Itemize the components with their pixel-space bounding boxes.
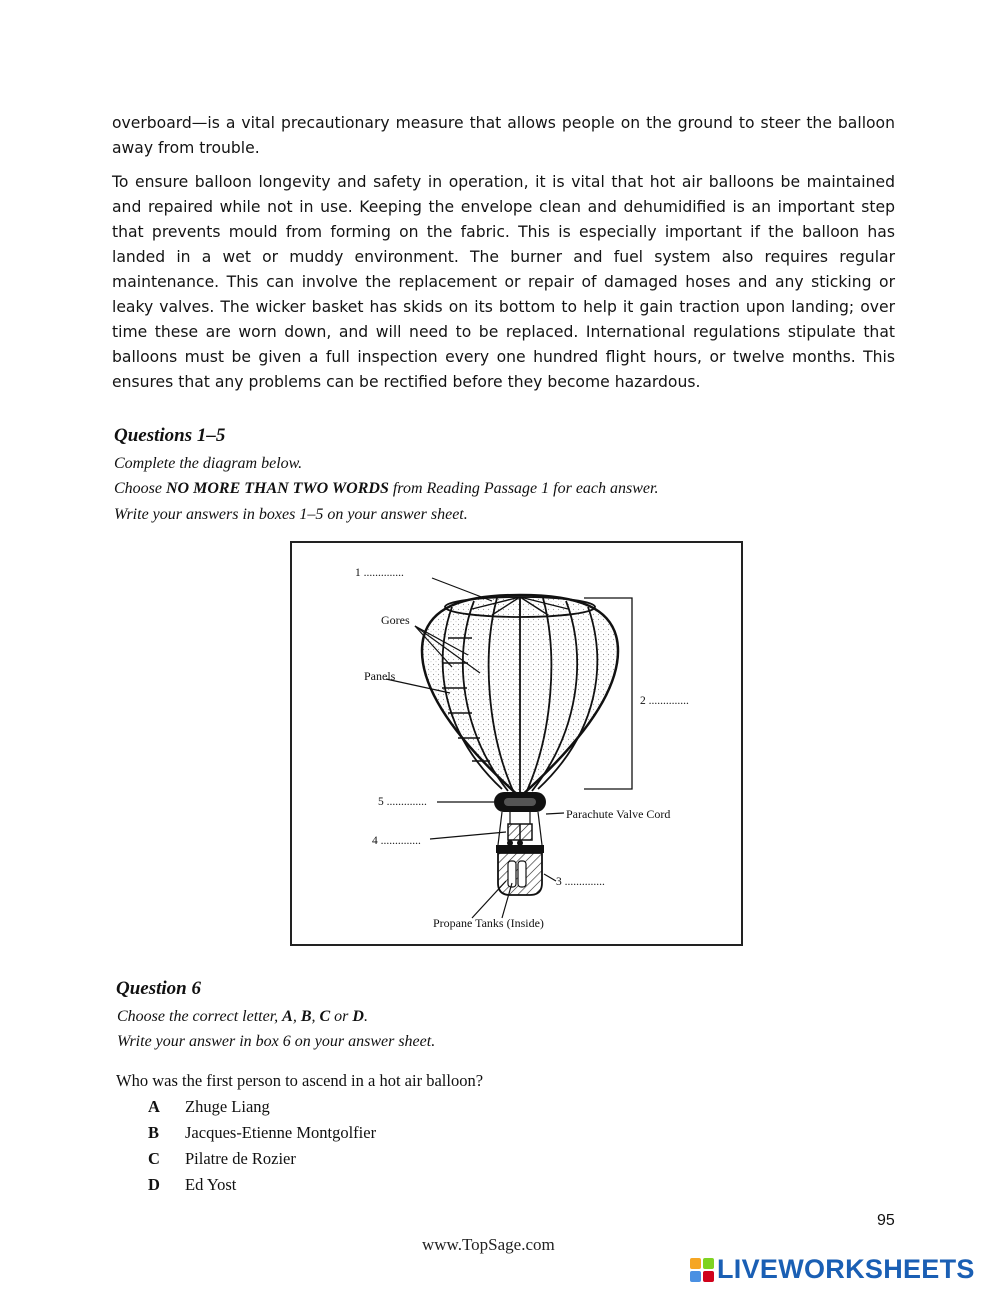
letter-a: A bbox=[282, 1008, 293, 1025]
instruction-answer-box-6: Write your answer in box 6 on your answer sheet. bbox=[117, 1033, 436, 1050]
option-b[interactable] bbox=[148, 1123, 376, 1143]
website-url[interactable]: www.TopSage.com bbox=[422, 1235, 555, 1254]
option-letter: D bbox=[148, 1175, 160, 1194]
diagram-label-4: 4 .............. bbox=[372, 835, 421, 847]
letter-c: C bbox=[319, 1008, 331, 1025]
option-text: Ed Yost bbox=[185, 1175, 237, 1194]
reading-passage bbox=[112, 111, 895, 404]
brand-name: LIVEWORKSHEETS bbox=[717, 1254, 975, 1284]
instruction-text: Choose bbox=[114, 480, 166, 497]
option-letter: C bbox=[148, 1149, 160, 1168]
separator: . bbox=[363, 1008, 368, 1025]
question-6-text: Who was the first person to ascend in a hot air balloon? bbox=[116, 1071, 484, 1090]
diagram-label-parachute-valve-cord: Parachute Valve Cord bbox=[566, 807, 671, 821]
instruction-emphasis: NO MORE THAN TWO WORDS bbox=[166, 480, 389, 497]
instruction-text: from Reading Passage 1 for each answer. bbox=[388, 480, 659, 497]
passage-paragraph-2: To ensure balloon longevity and safety in operation, it is vital that hot air balloons be maintained and repaired while not in use. Keeping the envelope clean and dehumidified is an important step that prevents mould from forming on the fabric. This is especially important if the balloon has landed in a wet or muddy environment. The burner and fuel system also requires regular maintenance. This can involve the replacement or repair of damaged hoses and any sticking or leaky valves. The wicker basket has skids on its bottom to help it gain traction upon landing; over time these are worn down, and will need to be replaced. International regulations stipulate that balloons must be given a full inspection every one hundred flight hours, or twelve months. This ensures that any problems can be rectified before they become hazardous. bbox=[112, 173, 895, 391]
logo-square bbox=[690, 1271, 701, 1282]
label-text: 1 .............. bbox=[355, 567, 404, 579]
instruction-choose-letter bbox=[117, 1004, 368, 1029]
logo-square bbox=[703, 1258, 714, 1269]
option-letter: B bbox=[148, 1123, 160, 1142]
option-a[interactable] bbox=[148, 1097, 270, 1117]
instruction-complete-diagram: Complete the diagram below. bbox=[114, 455, 303, 472]
letter-d: D bbox=[352, 1008, 364, 1025]
option-letter: A bbox=[148, 1097, 160, 1116]
option-text: Jacques-Etienne Montgolfier bbox=[185, 1123, 377, 1142]
option-d[interactable] bbox=[148, 1175, 236, 1195]
diagram-label-5: 5 .............. bbox=[378, 796, 427, 808]
page-number: 95 bbox=[877, 1212, 895, 1229]
option-text: Zhuge Liang bbox=[185, 1097, 270, 1116]
questions-1-5-heading: Questions 1–5 bbox=[114, 425, 226, 446]
liveworksheets-logo-icon bbox=[690, 1258, 714, 1282]
question-6-heading: Question 6 bbox=[116, 978, 201, 999]
passage-paragraph-1: overboard—is a vital precautionary measure that allows people on the ground to steer the balloon away from trouble. bbox=[112, 114, 895, 157]
gore-lines bbox=[443, 597, 598, 795]
logo-square bbox=[703, 1271, 714, 1282]
balloon-diagram bbox=[290, 541, 743, 946]
option-text: Pilatre de Rozier bbox=[185, 1149, 296, 1168]
diagram-label-panels: Panels bbox=[364, 669, 396, 683]
diagram-label-1 bbox=[355, 567, 404, 579]
diagram-label-3: 3 .............. bbox=[556, 876, 605, 888]
instruction-answer-boxes: Write your answers in boxes 1–5 on your answer sheet. bbox=[114, 506, 468, 523]
separator: , bbox=[292, 1008, 301, 1025]
instruction-text: Choose the correct letter, bbox=[117, 1008, 283, 1025]
diagram-label-propane-tanks: Propane Tanks (Inside) bbox=[433, 916, 544, 930]
balloon-illustration bbox=[292, 543, 741, 944]
logo-square bbox=[690, 1258, 701, 1269]
separator: or bbox=[330, 1008, 353, 1025]
diagram-label-gores: Gores bbox=[381, 613, 410, 627]
diagram-label-2: 2 .............. bbox=[640, 695, 689, 707]
liveworksheets-brand[interactable] bbox=[690, 1254, 975, 1285]
option-c[interactable] bbox=[148, 1149, 296, 1169]
separator: , bbox=[311, 1008, 320, 1025]
letter-b: B bbox=[300, 1008, 312, 1025]
instruction-word-limit bbox=[114, 476, 658, 501]
